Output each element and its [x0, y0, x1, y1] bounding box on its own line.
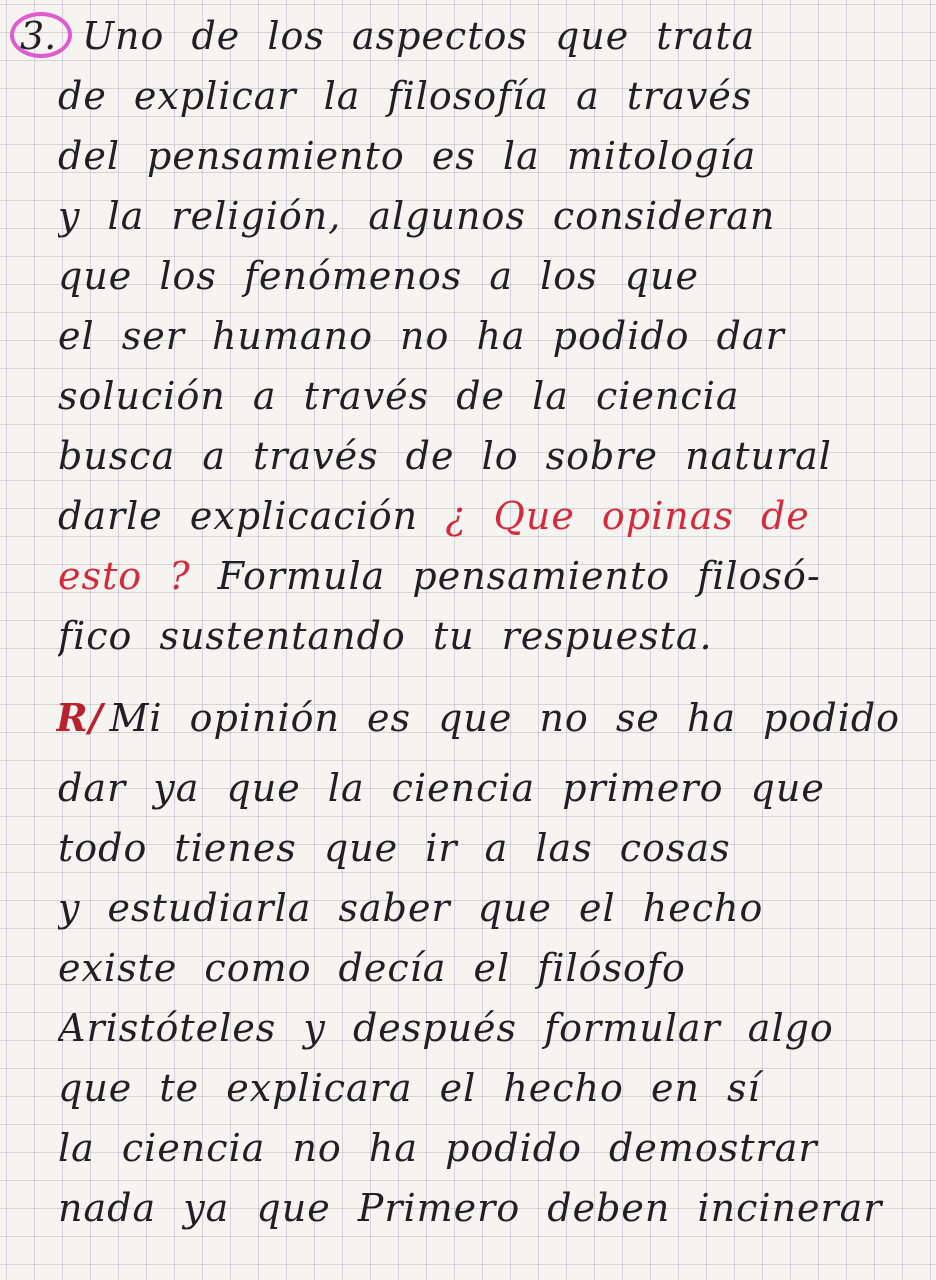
- question-segment: solución a través de la ciencia: [58, 374, 740, 418]
- question-segment: del pensamiento es la mitología: [58, 134, 757, 178]
- question-line: [58, 68, 908, 124]
- question-line: [82, 8, 932, 64]
- question-line: [58, 188, 908, 244]
- answer-line: [58, 880, 908, 936]
- question-line: [58, 368, 908, 424]
- question-line: [58, 308, 908, 364]
- answer-segment: Aristóteles y después formular algo: [58, 1006, 834, 1050]
- question-segment: que los fenómenos a los que: [58, 254, 699, 298]
- question-line: [58, 608, 908, 664]
- question-line: [58, 548, 908, 604]
- answer-segment: nada ya que Primero deben incinerar: [58, 1186, 883, 1230]
- question-prompt-red: ¿ Que opinas de: [445, 494, 810, 538]
- answer-marker: R/: [56, 695, 104, 740]
- question-segment: busca a través de lo sobre natural: [58, 434, 832, 478]
- answer-segment: Mi opinión es que no se ha podido: [109, 696, 901, 740]
- question-segment: de explicar la filosofía a través: [58, 74, 753, 118]
- answer-line: [58, 1060, 908, 1116]
- question-segment: el ser humano no ha podido dar: [58, 314, 785, 358]
- question-segment: Formula pensamiento filosó-: [190, 554, 821, 598]
- answer-segment: dar ya que la ciencia primero que: [58, 766, 825, 810]
- question-segment: darle explicación: [58, 494, 446, 538]
- question-segment: fico sustentando tu respuesta.: [58, 614, 713, 658]
- answer-segment: existe como decía el filósofo: [58, 946, 686, 990]
- question-prompt-red: esto ?: [58, 554, 191, 598]
- answer-segment: que te explicara el hecho en sí: [58, 1066, 761, 1110]
- question-line: [58, 488, 908, 544]
- answer-line: [58, 1000, 908, 1056]
- question-number: 3.: [20, 14, 57, 58]
- answer-line: [58, 760, 908, 816]
- question-line: [58, 128, 908, 184]
- question-line: [58, 248, 908, 304]
- answer-line: [58, 1120, 908, 1176]
- answer-line: [58, 1180, 908, 1236]
- answer-line: [56, 690, 906, 746]
- answer-line: [58, 820, 908, 876]
- answer-segment: todo tienes que ir a las cosas: [58, 826, 731, 870]
- answer-segment: y estudiarla saber que el hecho: [58, 886, 764, 930]
- answer-line: [58, 940, 908, 996]
- question-line: [58, 428, 908, 484]
- answer-segment: la ciencia no ha podido demostrar: [58, 1126, 818, 1170]
- question-segment: y la religión, algunos consideran: [58, 194, 776, 238]
- question-segment: Uno de los aspectos que trata: [82, 14, 756, 58]
